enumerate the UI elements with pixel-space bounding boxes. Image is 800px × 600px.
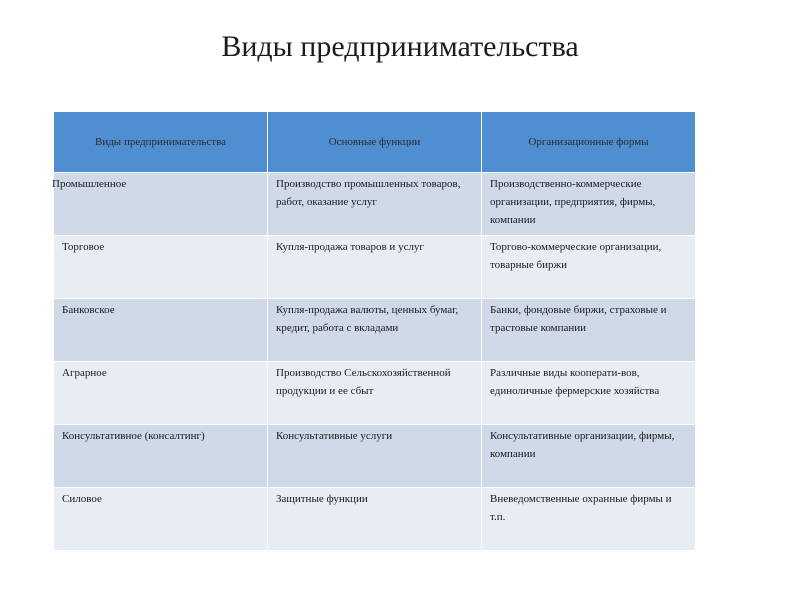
table-cell-type: Консультативное (консалтинг) xyxy=(54,425,268,488)
table-cell-functions: Производство Сельскохозяйственной продукции и ее сбыт xyxy=(268,362,482,425)
table-row xyxy=(54,173,696,236)
column-header-functions: Основные функции xyxy=(268,112,482,173)
table-row xyxy=(54,299,696,362)
table-cell-functions: Купля-продажа товаров и услуг xyxy=(268,236,482,299)
table-cell-type: Торговое xyxy=(54,236,268,299)
table-cell-functions: Защитные функции xyxy=(268,488,482,551)
column-header-types: Виды предпринимательства xyxy=(54,112,268,173)
table-cell-forms: Консультативные организации, фирмы, компании xyxy=(482,425,696,488)
table-cell-forms: Банки, фондовые биржи, страховые и трастовые компании xyxy=(482,299,696,362)
table-cell-type: Аграрное xyxy=(54,362,268,425)
table-cell-forms: Производственно-коммерческие организации, предприятия, фирмы, компании xyxy=(482,173,696,236)
table-cell-type: Силовое xyxy=(54,488,268,551)
table-cell-type: Промышленное xyxy=(54,173,268,236)
table-row xyxy=(54,362,696,425)
table-cell-forms: Торгово-коммерческие организации, товарные биржи xyxy=(482,236,696,299)
table-row xyxy=(54,236,696,299)
table-cell-forms: Вневедомственные охранные фирмы и т.п. xyxy=(482,488,696,551)
table-cell-functions: Консультативные услуги xyxy=(268,425,482,488)
table-cell-type: Банковское xyxy=(54,299,268,362)
column-header-forms: Организационные формы xyxy=(482,112,696,173)
entrepreneurship-table xyxy=(53,111,696,551)
table-row xyxy=(54,488,696,551)
table-cell-forms: Различные виды кооперати-вов, единоличные фермерские хозяйства xyxy=(482,362,696,425)
page-title: Виды предпринимательства xyxy=(221,30,579,63)
table-header-row xyxy=(54,112,696,173)
table-cell-functions: Производство промышленных товаров, работ, оказание услуг xyxy=(268,173,482,236)
table-row xyxy=(54,425,696,488)
table-cell-functions: Купля-продажа валюты, ценных бумаг, кредит, работа с вкладами xyxy=(268,299,482,362)
